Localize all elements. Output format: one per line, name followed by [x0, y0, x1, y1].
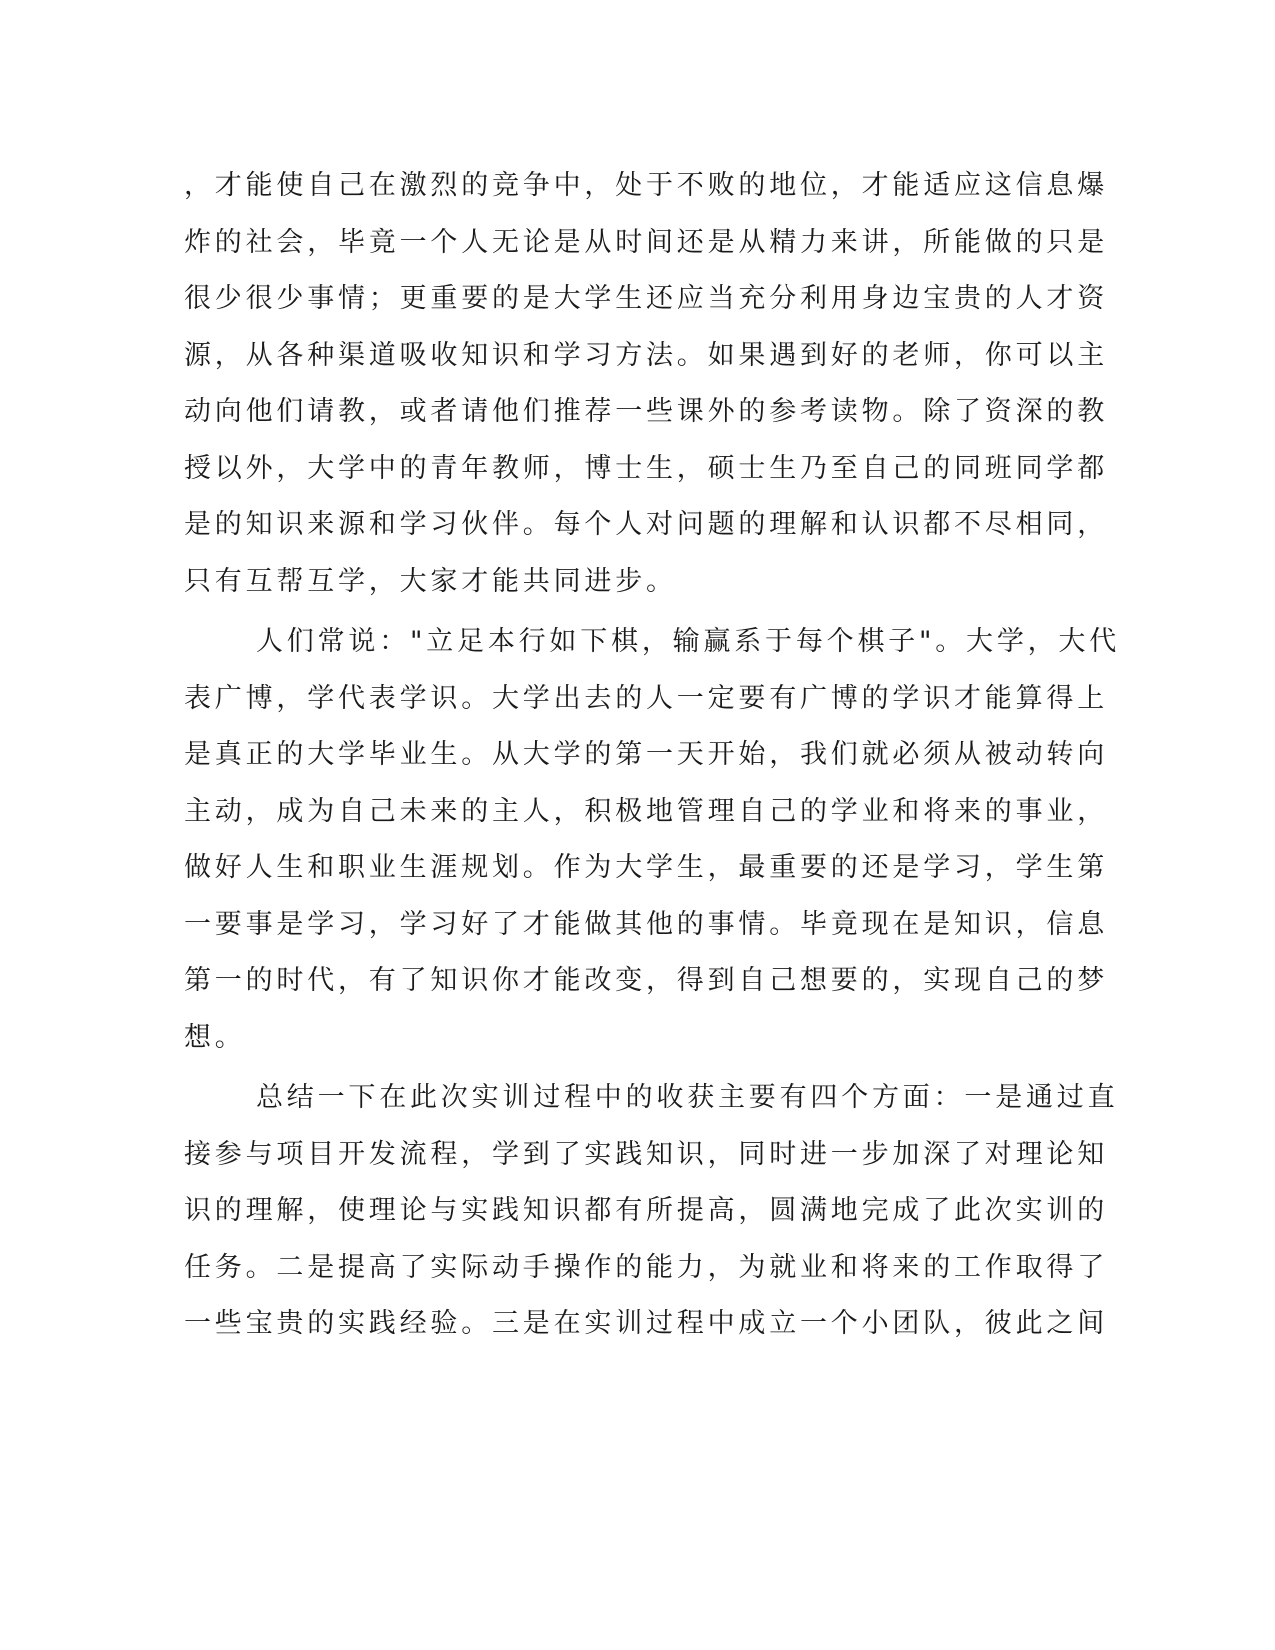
text-line: 识的理解，使理论与实践知识都有所提高，圆满地完成了此次实训的 [184, 1195, 1108, 1226]
text-line: 一些宝贵的实践经验。三是在实训过程中成立一个小团队，彼此之间 [184, 1308, 1108, 1339]
text-line: 炸的社会，毕竟一个人无论是从时间还是从精力来讲，所能做的只是 [184, 226, 1108, 258]
text-line: ，才能使自己在激烈的竞争中，处于不败的地位，才能适应这信息爆 [184, 170, 1108, 201]
text-line: 授以外，大学中的青年教师，博士生，硕士生乃至自己的同班同学都 [184, 452, 1108, 484]
text-line: 是真正的大学毕业生。从大学的第一天开始，我们就必须从被动转向 [184, 739, 1108, 770]
text-line: 第一的时代，有了知识你才能改变，得到自己想要的，实现自己的梦 [184, 965, 1108, 996]
text-line: 源，从各种渠道吸收知识和学习方法。如果遇到好的老师，你可以主 [184, 339, 1108, 371]
text-line: 主动，成为自己未来的主人，积极地管理自己的学业和将来的事业， [184, 795, 1108, 827]
document-body [184, 158, 1121, 1353]
text-line: 是的知识来源和学习伙伴。每个人对问题的理解和认识都不尽相同， [184, 509, 1108, 540]
text-line: 很少很少事情；更重要的是大学生还应当充分利用身边宝贵的人才资 [184, 283, 1108, 314]
text-line: 接参与项目开发流程，学到了实践知识，同时进一步加深了对理论知 [184, 1138, 1108, 1170]
text-line: 只有互帮互学，大家才能共同进步。 [184, 565, 677, 597]
text-line-first-indented: 人们常说："立足本行如下棋，输赢系于每个棋子"。大学，大代 [256, 626, 1121, 657]
text-line: 动向他们请教，或者请他们推荐一些课外的参考读物。除了资深的教 [184, 396, 1108, 427]
paragraph-3 [184, 1070, 1119, 1353]
text-line: 做好人生和职业生涯规划。作为大学生，最重要的还是学习，学生第 [184, 852, 1108, 883]
text-line: 表广博，学代表学识。大学出去的人一定要有广博的学识才能算得上 [184, 682, 1108, 714]
text-line-first-indented: 总结一下在此次实训过程中的收获主要有四个方面：一是通过直 [256, 1082, 1119, 1113]
paragraph-1 [184, 158, 1108, 610]
text-line: 一要事是学习，学习好了才能做其他的事情。毕竟现在是知识，信息 [184, 908, 1108, 940]
paragraph-2 [184, 614, 1121, 1066]
text-line: 想。 [184, 1021, 246, 1053]
text-line: 任务。二是提高了实际动手操作的能力，为就业和将来的工作取得了 [184, 1251, 1108, 1283]
